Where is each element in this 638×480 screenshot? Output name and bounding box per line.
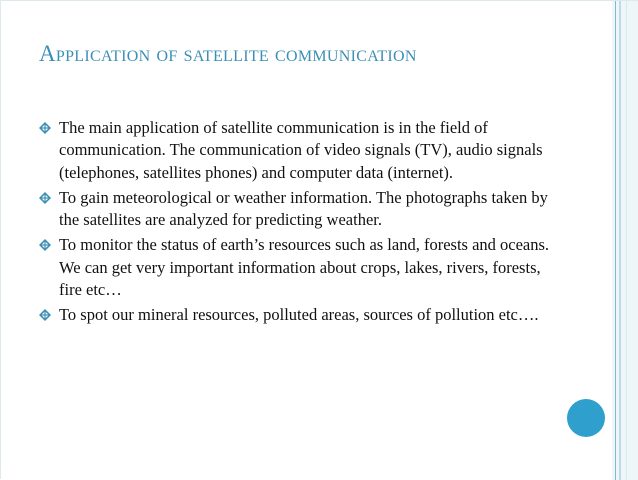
quad-diamond-bullet-icon [39,309,51,321]
bullet-list [39,117,559,330]
bullet-text: To monitor the status of earth’s resources such as land, forests and oceans. We can get very important information about crops, lakes, rivers, forests, fire etc… [59,235,550,300]
decorative-circle [567,399,605,437]
slide-title: Application of satellite communication [39,41,417,66]
quad-diamond-bullet-icon [39,192,51,204]
bullet-item [39,187,559,232]
right-decorative-line [619,1,621,480]
bullet-item [39,304,559,326]
right-decorative-line [615,1,616,480]
right-decorative-line [626,1,627,480]
bullet-item [39,117,559,184]
bullet-item [39,234,559,301]
bullet-text: To gain meteorological or weather information. The photographs taken by the satellites are analyzed for predicting weather. [59,187,548,230]
quad-diamond-bullet-icon [39,122,51,134]
quad-diamond-bullet-icon [39,239,51,251]
bullet-text: The main application of satellite communication is in the field of communication. The communication of video signals (TV), audio signals (telephones, satellites phones) and computer data (internet). [59,118,543,182]
bullet-text: To spot our mineral resources, polluted areas, sources of pollution etc…. [59,305,539,325]
